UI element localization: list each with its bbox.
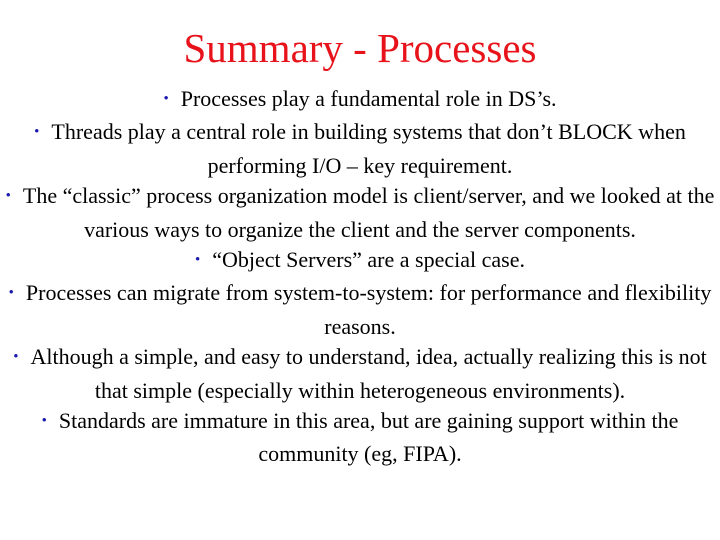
bullet-text: Processes play a fundamental role in DS’s. <box>180 86 557 111</box>
bullet-item <box>0 245 720 278</box>
bullet-text: Threads play a central role in building systems that don’t BLOCK when performing I/O – key requirement. <box>51 119 686 178</box>
slide-title: Summary - Processes <box>183 25 537 71</box>
bullet-text: Standards are immature in this area, but are gaining support within the community (eg, FIPA). <box>58 408 679 467</box>
bullet-item <box>0 117 720 181</box>
bullet-item <box>0 278 720 342</box>
bullet-list <box>0 84 720 470</box>
bullet-icon: • <box>195 252 201 269</box>
bullet-text: The “classic” process organization model is client/server, and we looked at the various ways to organize the client and the server components. <box>22 183 715 242</box>
bullet-item <box>0 406 720 470</box>
bullet-icon: • <box>8 285 14 302</box>
bullet-item <box>0 181 720 245</box>
bullet-icon: • <box>13 349 19 366</box>
bullet-icon: • <box>163 91 169 107</box>
bullet-icon: • <box>34 124 40 141</box>
bullet-icon: • <box>5 188 11 205</box>
bullet-text: Processes can migrate from system-to-system: for performance and flexibility reasons. <box>25 280 712 339</box>
bullet-item <box>0 84 720 117</box>
bullet-item <box>0 342 720 406</box>
bullet-text: Although a simple, and easy to understand, idea, actually realizing this is not that simple (especially within heterogeneous environments). <box>30 344 707 403</box>
bullet-icon: • <box>41 413 47 430</box>
bullet-text: “Object Servers” are a special case. <box>212 247 525 273</box>
